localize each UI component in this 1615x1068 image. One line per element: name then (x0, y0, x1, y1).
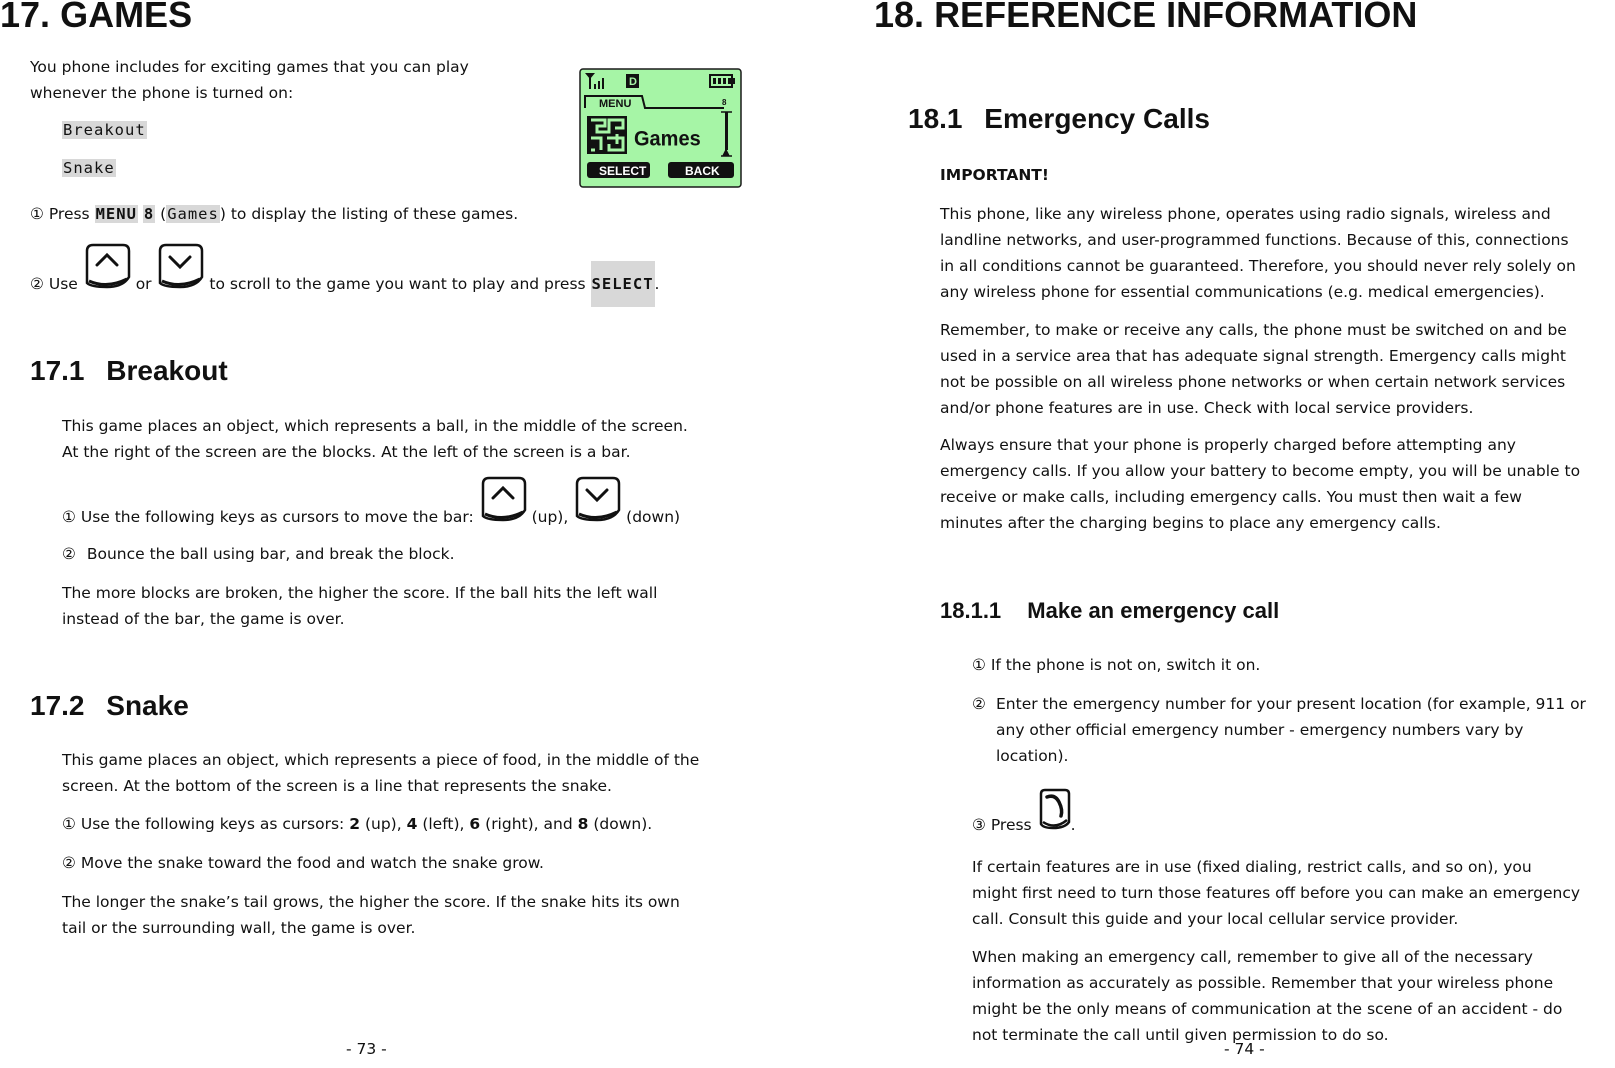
svg-text:SELECT: SELECT (599, 164, 647, 178)
breakout-step-2: ② Bounce the ball using bar, and break the block. (62, 545, 455, 563)
page-number-right: - 74 - (1224, 1040, 1265, 1058)
games-list-item: Breakout (63, 121, 146, 139)
snake-step-1: ① Use the following keys as cursors: 2 (up), 4 (left), 6 (right), and 8 (down). (62, 815, 653, 833)
svg-text:D: D (629, 76, 637, 88)
down-arrow-key-icon (573, 476, 621, 541)
lcd-games-title: Games (634, 127, 701, 151)
up-arrow-key-icon (479, 476, 527, 541)
breakout-scoring: The more blocks are broken, the higher the score. If the ball hits the left wall instead of the bar, the game is over. (62, 584, 658, 628)
chapter-18-heading: 18. REFERENCE INFORMATION (874, 0, 1418, 35)
section-17-2-heading: 17.2 Snake (30, 690, 189, 721)
emergency-para-1: This phone, like any wireless phone, operates using radio signals, wireless and landline networks, and user-programmed functions. Because of this, connections in all conditions cannot be guaranteed. Therefore, you should never rely solely on any wireless phone for essential communications (e.g. medical emergencies). (940, 205, 1576, 301)
games-maze-icon (587, 116, 627, 154)
call-information-para: When making an emergency call, remember to give all of the necessary information as accurately as possible. Remember that your wireless phone might be the only means of communication at the scene of an accident - do not terminate the call until given permission to do so. (972, 948, 1563, 1044)
breakout-description: This game places an object, which represents a ball, in the middle of the screen. At the right of the screen are the blocks. At the left of the screen is a bar. (62, 417, 688, 461)
emergency-para-3: Always ensure that your phone is properly charged before attempting any emergency calls. If you allow your battery to become empty, you will be unable to receive or make calls, including emergency calls. You must then wait a few minutes after the charging begins to place any emergency calls. (940, 436, 1581, 532)
menu-key: MENU (95, 205, 137, 223)
key-8: 8 (143, 205, 155, 223)
svg-text:8: 8 (722, 98, 727, 107)
emergency-para-2: Remember, to make or receive any calls, the phone must be switched on and be used in a service area that has adequate signal strength. Emergency calls might not be possible on all wireless phone networks or when certain network services and/or phone features are in use. Check with local service providers. (940, 321, 1567, 417)
breakout-step-1: ① Use the following keys as cursors to move the bar: (up), (down) (62, 476, 680, 541)
chapter-17-heading (0, 0, 192, 36)
phone-screen-graphic (579, 68, 742, 188)
games-intro: You phone includes for exciting games that you can play whenever the phone is turned on: (30, 58, 469, 102)
lcd-menu-label: MENU (599, 98, 632, 110)
call-step-2: ② Enter the emergency number for your present location (for example, 911 or any other official emergency number - emergency numbers vary by location). (972, 695, 1586, 765)
call-features-para: If certain features are in use (fixed dialing, restrict calls, and so on), you might first need to turn those features off before you can make an emergency call. Consult this guide and your local cellular service provider. (972, 858, 1581, 928)
send-call-key-icon (1037, 788, 1071, 846)
section-18-1-heading: 18.1 Emergency Calls (908, 103, 1210, 134)
phone-games-screen (579, 68, 742, 188)
section-18-1-1-heading: 18.1.1 Make an emergency call (940, 598, 1280, 623)
snake-description: This game places an object, which represents a piece of food, in the middle of the screen. At the bottom of the screen is a line that represents the snake. (62, 751, 700, 795)
chapter-title: GAMES (60, 0, 193, 35)
section-17-1-heading: 17.1 Breakout (30, 355, 228, 386)
up-arrow-key-icon (83, 243, 131, 308)
important-label: IMPORTANT! (940, 166, 1049, 184)
games-step-1: ① Press MENU 8 (Games) to display the listing of these games. (30, 205, 519, 223)
snake-scoring: The longer the snake’s tail grows, the higher the score. If the snake hits its own tail or the surrounding wall, the game is over. (62, 893, 680, 937)
games-step-2: ② Use or to scroll to the game you want to play and press SELECT. (30, 243, 659, 308)
data-mode-icon (626, 74, 639, 88)
games-key: Games (167, 205, 219, 223)
page-number-left: - 73 - (346, 1040, 387, 1058)
games-list-item: Snake (63, 159, 115, 177)
call-step-3: ③ Press . (972, 788, 1076, 846)
svg-text:BACK: BACK (685, 164, 720, 178)
call-step-1: ① If the phone is not on, switch it on. (972, 656, 1261, 674)
snake-step-2: ② Move the snake toward the food and watch the snake grow. (62, 854, 544, 872)
down-arrow-key-icon (156, 243, 204, 308)
chapter-number: 17. (0, 0, 51, 35)
select-key: SELECT (591, 261, 655, 307)
